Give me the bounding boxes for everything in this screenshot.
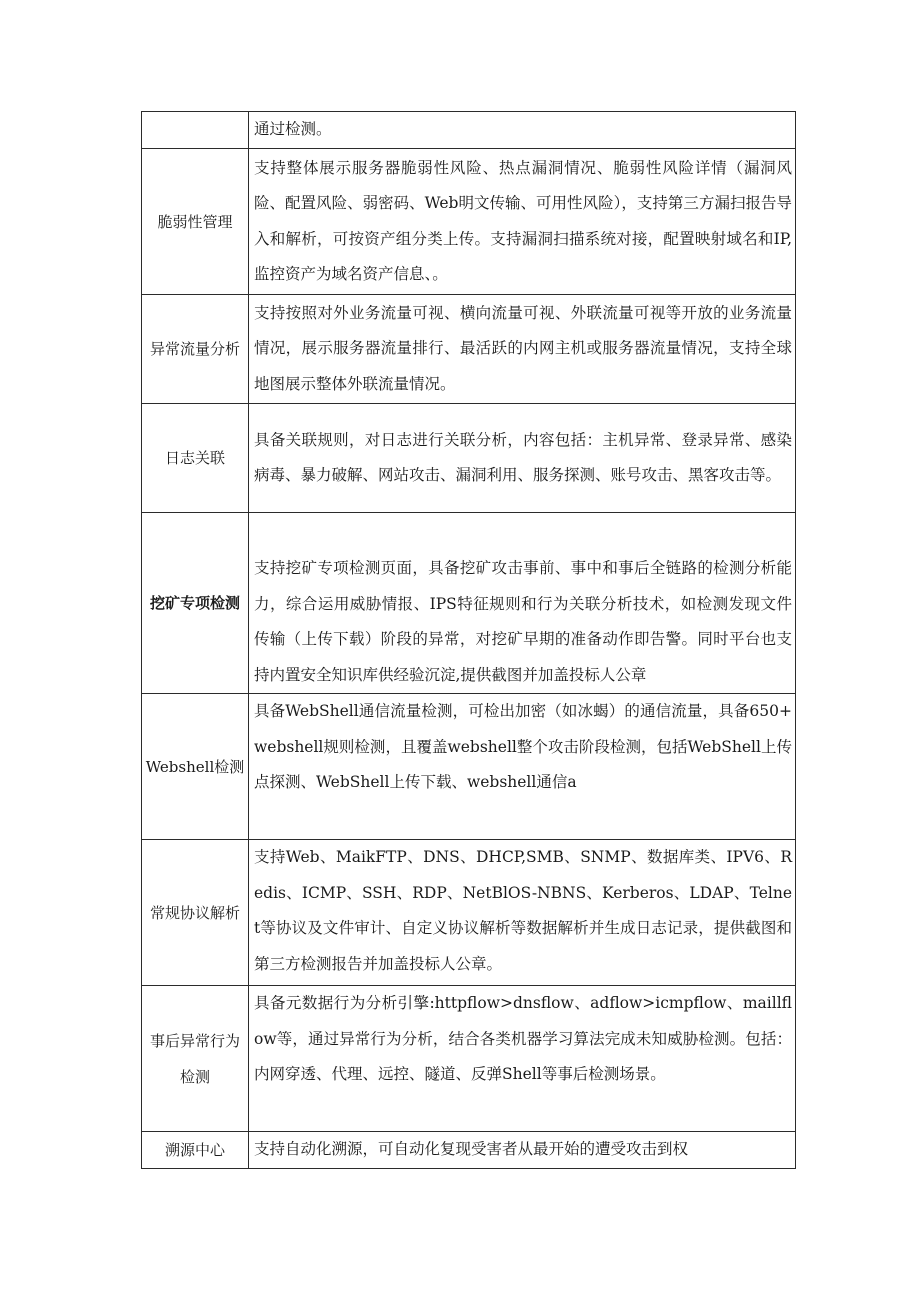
row-description: 通过检测。	[249, 112, 796, 149]
row-label: Webshell检测	[142, 694, 249, 840]
row-description: 具备元数据行为分析引擎:httpflow>dnsflow、adflow>icmpflow、maillflow等，通过异常行为分析，结合各类机器学习算法完成未知威胁检测。包括：内网穿透、代理、远控、隧道、反弹Shell等事后检测场景。	[249, 986, 796, 1132]
table-row	[142, 694, 796, 840]
table-row	[142, 404, 796, 513]
row-description: 具备关联规则，对日志进行关联分析，内容包括：主机异常、登录异常、感染病毒、暴力破解、网站攻击、漏洞利用、服务探测、账号攻击、黑客攻击等。	[249, 404, 796, 513]
row-label: 脆弱性管理	[142, 149, 249, 295]
row-label: 挖矿专项检测	[142, 513, 249, 694]
table-row	[142, 112, 796, 149]
row-label: 事后异常行为检测	[142, 986, 249, 1132]
row-description: 支持Web、MaikFTP、DNS、DHCP,SMB、SNMP、数据库类、IPV6、Redis、ICMP、SSH、RDP、NetBlOS-NBNS、Kerberos、LDAP、Telnet等协议及文件审计、自定义协议解析等数据解析并生成日志记录，提供截图和第三方检测报告并加盖投标人公章。	[249, 840, 796, 986]
row-label: 异常流量分析	[142, 295, 249, 404]
row-label: 常规协议解析	[142, 840, 249, 986]
row-description: 支持自动化溯源，可自动化复现受害者从最开始的遭受攻击到权	[249, 1132, 796, 1169]
table-row	[142, 513, 796, 694]
spec-table	[141, 111, 796, 1169]
table-row	[142, 840, 796, 986]
row-description: 支持整体展示服务器脆弱性风险、热点漏洞情况、脆弱性风险详情（漏洞风险、配置风险、弱密码、Web明文传输、可用性风险），支持第三方漏扫报告导入和解析，可按资产组分类上传。支持漏洞扫描系统对接，配置映射域名和IP,监控资产为域名资产信息、。	[249, 149, 796, 295]
row-label: 溯源中心	[142, 1132, 249, 1169]
table-row	[142, 295, 796, 404]
row-description: 支持按照对外业务流量可视、横向流量可视、外联流量可视等开放的业务流量情况，展示服务器流量排行、最活跃的内网主机或服务器流量情况，支持全球地图展示整体外联流量情况。	[249, 295, 796, 404]
table-row	[142, 986, 796, 1132]
table-row	[142, 149, 796, 295]
row-label: 日志关联	[142, 404, 249, 513]
row-description: 具备WebShell通信流量检测，可检出加密（如冰蝎）的通信流量，具备650+webshell规则检测，且覆盖webshell整个攻击阶段检测，包括WebShell上传点探测、WebShell上传下载、webshell通信a	[249, 694, 796, 840]
table-row	[142, 1132, 796, 1169]
row-label	[142, 112, 249, 149]
row-description: 支持挖矿专项检测页面，具备挖矿攻击事前、事中和事后全链路的检测分析能力，综合运用威胁情报、IPS特征规则和行为关联分析技术，如检测发现文件传输（上传下载）阶段的异常，对挖矿早期的准备动作即告警。同时平台也支持内置安全知识库供经验沉淀,提供截图并加盖投标人公章	[249, 513, 796, 694]
